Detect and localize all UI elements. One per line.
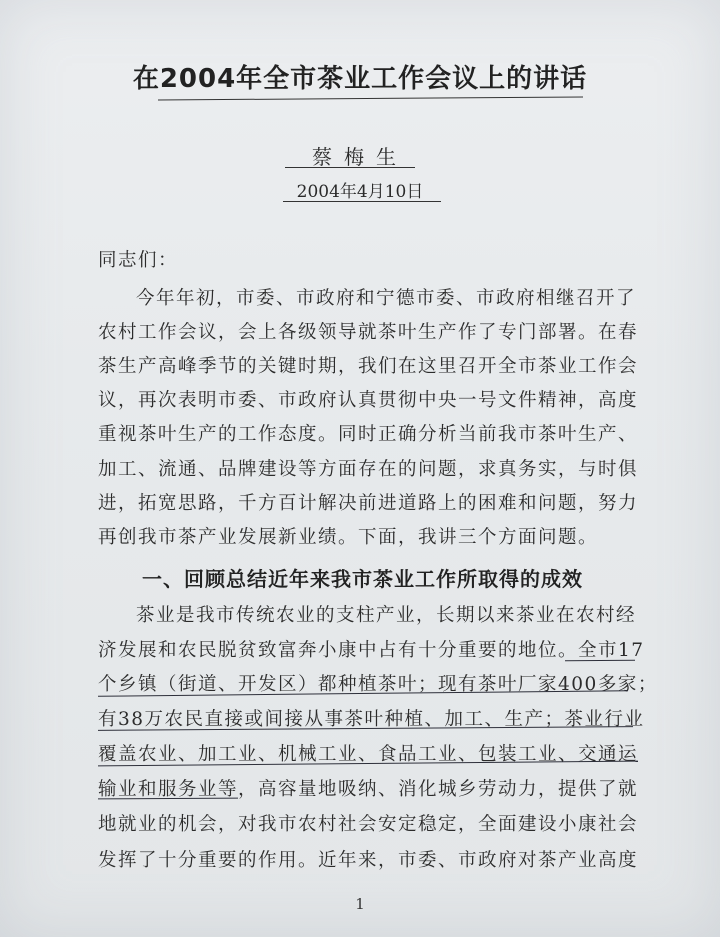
date-underline — [283, 201, 441, 202]
body-line: 加工、流通、品牌建设等方面存在的问题，求真务实，与时俱 — [98, 459, 639, 480]
section-body-line: 输业和服务业等，高容量地吸纳、消化城乡劳动力，提供了就 — [98, 779, 639, 800]
section-heading: 一、回顾总结近年来我市茶业工作所取得的成效 — [142, 567, 583, 591]
body-line: 今年年初，市委、市政府和宁德市委、市政府相继召开了 — [136, 288, 637, 309]
section-body-line: 济发展和农民脱贫致富奔小康中占有十分重要的地位。全市17 — [98, 640, 645, 661]
speech-date: 2004年4月10日 — [296, 182, 424, 202]
body-line: 议，再次表明市委、市政府认真贯彻中央一号文件精神，高度 — [98, 390, 639, 411]
section-body-line: 覆盖农业、加工业、机械工业、食品工业、包装工业、交通运 — [98, 744, 639, 765]
section-body-line: 茶业是我市传统农业的支柱产业，长期以来茶业在农村经 — [136, 605, 637, 626]
section-body-line: 有38万农民直接或间接从事茶叶种植、加工、生产；茶业行业 — [98, 709, 645, 730]
salutation: 同志们： — [98, 250, 179, 271]
body-line: 茶生产高峰季节的关键时期，我们在这里召开全市茶业工作会 — [98, 356, 639, 377]
body-line: 农村工作会议，会上各级领导就茶叶生产作了专门部署。在春 — [98, 322, 639, 343]
body-line: 重视茶叶生产的工作态度。同时正确分析当前我市茶叶生产、 — [98, 424, 639, 445]
section-body-line: 发挥了十分重要的作用。近年来，市委、市政府对茶产业高度 — [98, 850, 639, 871]
body-line: 再创我市茶产业发展新业绩。下面，我讲三个方面问题。 — [98, 527, 599, 548]
section-body-line: 地就业的机会，对我市农村社会安定稳定，全面建设小康社会 — [98, 814, 639, 835]
title-underline — [158, 97, 583, 101]
page-number: 1 — [355, 895, 365, 913]
document-title: 在2004年全市茶业工作会议上的讲话 — [132, 64, 588, 94]
body-line: 进，拓宽思路，千方百计解决前进道路上的困难和问题，努力 — [98, 493, 639, 514]
author-name: 蔡梅生 — [312, 145, 408, 169]
author-underline — [285, 167, 415, 168]
section-body-line: 个乡镇（街道、开发区）都种植茶叶；现有茶叶厂家400多家； — [98, 674, 658, 695]
